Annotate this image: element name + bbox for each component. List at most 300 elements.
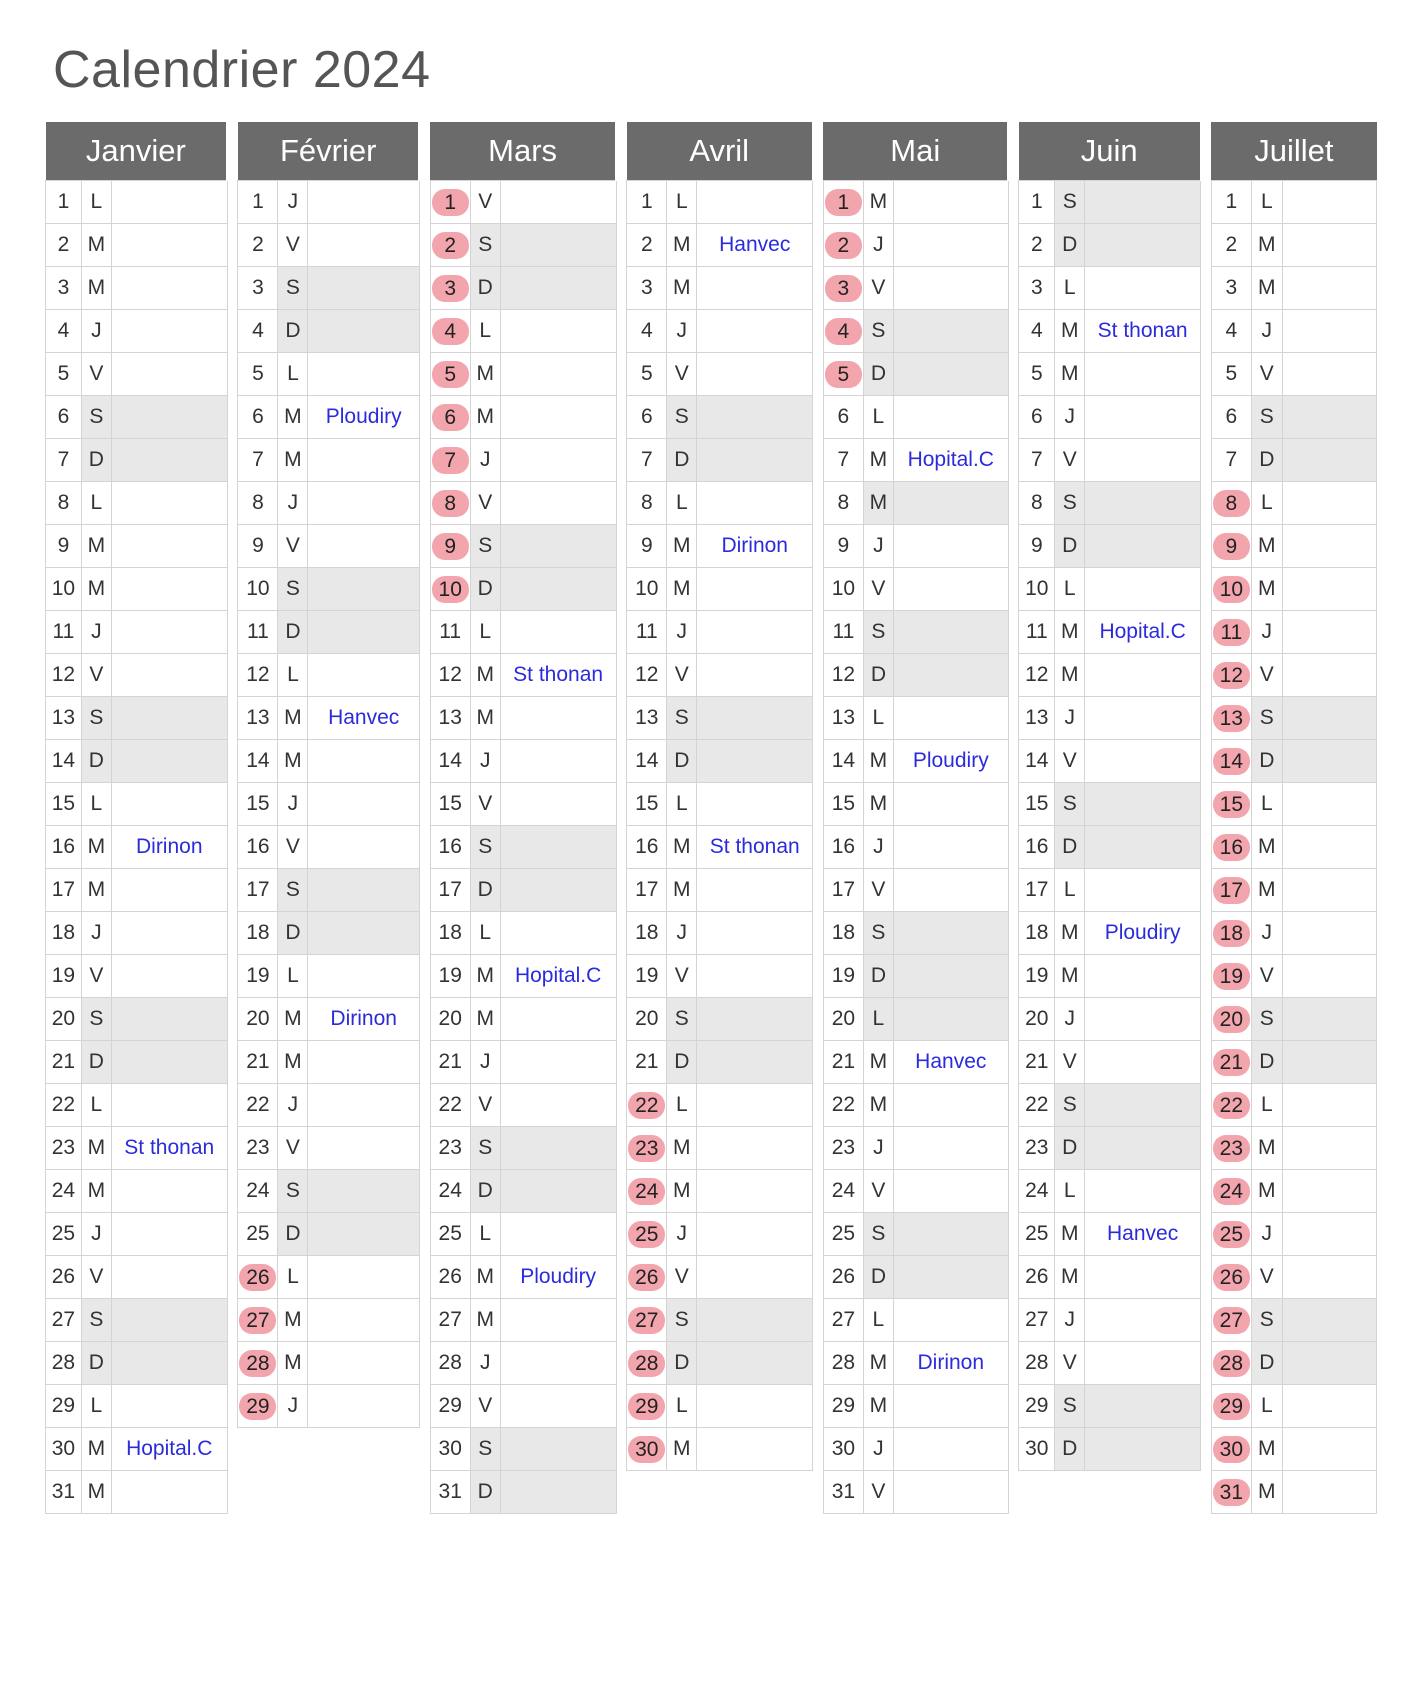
day-event-label[interactable]: St thonan <box>500 654 616 697</box>
day-event-empty[interactable] <box>1282 955 1376 998</box>
month-gap <box>813 1299 824 1342</box>
day-event-empty[interactable] <box>111 998 227 1041</box>
day-event-empty[interactable] <box>893 1084 1008 1127</box>
day-event-empty[interactable] <box>308 1084 420 1127</box>
day-event-empty[interactable] <box>500 783 616 826</box>
day-event-empty[interactable] <box>697 1213 813 1256</box>
month-gap <box>1008 439 1019 482</box>
day-event-empty[interactable] <box>500 1041 616 1084</box>
day-event-empty[interactable] <box>697 1170 813 1213</box>
day-event-empty[interactable] <box>111 525 227 568</box>
day-letter: M <box>278 998 308 1041</box>
day-event-empty[interactable] <box>111 353 227 396</box>
day-event-label[interactable]: Ploudiry <box>500 1256 616 1299</box>
empty-cell <box>238 1428 278 1471</box>
day-event-empty[interactable] <box>1282 439 1376 482</box>
day-event-empty[interactable] <box>111 1385 227 1428</box>
day-event-empty[interactable] <box>308 783 420 826</box>
day-event-empty[interactable] <box>111 869 227 912</box>
day-event-empty[interactable] <box>308 611 420 654</box>
day-event-empty[interactable] <box>1282 310 1376 353</box>
month-gap <box>616 1127 627 1170</box>
day-event-empty[interactable] <box>1085 654 1201 697</box>
day-event-empty[interactable] <box>308 654 420 697</box>
day-highlight-badge: 29 <box>239 1393 276 1420</box>
day-number: 19 <box>46 955 82 998</box>
month-gap <box>813 396 824 439</box>
day-event-empty[interactable] <box>893 396 1008 439</box>
day-event-empty[interactable] <box>111 224 227 267</box>
month-gap <box>1008 912 1019 955</box>
month-gap <box>1008 1213 1019 1256</box>
day-highlight-badge: 12 <box>1213 662 1250 689</box>
day-event-empty[interactable] <box>697 439 813 482</box>
day-event-empty[interactable] <box>111 1170 227 1213</box>
day-event-empty[interactable] <box>893 1385 1008 1428</box>
month-gap <box>1201 1084 1212 1127</box>
empty-cell <box>1055 1471 1085 1514</box>
month-gap <box>1201 1385 1212 1428</box>
day-event-empty[interactable] <box>1282 1041 1376 1084</box>
month-gap <box>616 955 627 998</box>
day-event-empty[interactable] <box>308 267 420 310</box>
day-event-empty[interactable] <box>893 1127 1008 1170</box>
day-event-empty[interactable] <box>111 1471 227 1514</box>
month-gap <box>419 1256 430 1299</box>
day-event-empty[interactable] <box>697 267 813 310</box>
calendar-row <box>46 740 1377 783</box>
day-event-label[interactable]: St thonan <box>111 1127 227 1170</box>
day-event-empty[interactable] <box>893 568 1008 611</box>
day-event-label[interactable]: Dirinon <box>111 826 227 869</box>
day-event-empty[interactable] <box>1085 1385 1201 1428</box>
day-event-empty[interactable] <box>308 482 420 525</box>
day-event-empty[interactable] <box>1282 1471 1376 1514</box>
day-number: 5 <box>1019 353 1055 396</box>
day-event-empty[interactable] <box>1085 740 1201 783</box>
day-event-empty[interactable] <box>111 1041 227 1084</box>
month-gap <box>1201 353 1212 396</box>
month-gap <box>419 482 430 525</box>
day-number <box>627 1256 667 1299</box>
day-event-empty[interactable] <box>1282 1299 1376 1342</box>
month-gap <box>616 1084 627 1127</box>
month-gap <box>1201 1342 1212 1385</box>
day-event-empty[interactable] <box>308 1342 420 1385</box>
day-event-empty[interactable] <box>893 267 1008 310</box>
day-event-empty[interactable] <box>111 955 227 998</box>
day-event-empty[interactable] <box>1085 1127 1201 1170</box>
day-number <box>1211 1428 1251 1471</box>
month-gap <box>227 740 238 783</box>
day-event-empty[interactable] <box>1085 783 1201 826</box>
day-event-label[interactable]: Hanvec <box>1085 1213 1201 1256</box>
day-event-empty[interactable] <box>893 482 1008 525</box>
day-event-empty[interactable] <box>1085 869 1201 912</box>
day-number: 31 <box>823 1471 863 1514</box>
day-event-empty[interactable] <box>500 1299 616 1342</box>
day-event-empty[interactable] <box>1282 525 1376 568</box>
day-number <box>627 1127 667 1170</box>
day-event-empty[interactable] <box>697 1127 813 1170</box>
day-event-empty[interactable] <box>111 740 227 783</box>
day-event-empty[interactable] <box>1085 1084 1201 1127</box>
day-letter: M <box>1055 955 1085 998</box>
month-gap <box>1201 181 1212 224</box>
day-number: 15 <box>46 783 82 826</box>
day-event-empty[interactable] <box>500 740 616 783</box>
day-event-empty[interactable] <box>697 654 813 697</box>
day-event-empty[interactable] <box>1085 439 1201 482</box>
day-event-empty[interactable] <box>697 1041 813 1084</box>
day-event-empty[interactable] <box>500 1385 616 1428</box>
day-event-label[interactable]: Hopital.C <box>500 955 616 998</box>
day-event-empty[interactable] <box>893 869 1008 912</box>
day-letter: D <box>1251 1342 1282 1385</box>
day-event-empty[interactable] <box>500 525 616 568</box>
month-gap <box>616 740 627 783</box>
day-number <box>1211 482 1251 525</box>
day-event-label[interactable]: Hanvec <box>308 697 420 740</box>
day-event-empty[interactable] <box>1282 353 1376 396</box>
day-letter: J <box>278 1084 308 1127</box>
day-letter: V <box>81 654 111 697</box>
day-event-empty[interactable] <box>1085 396 1201 439</box>
day-event-empty[interactable] <box>893 310 1008 353</box>
day-event-empty[interactable] <box>308 353 420 396</box>
day-event-empty[interactable] <box>893 826 1008 869</box>
day-event-empty[interactable] <box>893 697 1008 740</box>
month-gap <box>1008 1428 1019 1471</box>
day-event-empty[interactable] <box>1282 1385 1376 1428</box>
month-gap <box>1201 482 1212 525</box>
day-event-empty[interactable] <box>500 1428 616 1471</box>
day-event-empty[interactable] <box>500 611 616 654</box>
month-gap <box>1201 1299 1212 1342</box>
day-event-empty[interactable] <box>893 1471 1008 1514</box>
day-event-empty[interactable] <box>1282 267 1376 310</box>
day-event-empty[interactable] <box>1085 568 1201 611</box>
day-event-empty[interactable] <box>1282 482 1376 525</box>
day-event-empty[interactable] <box>697 353 813 396</box>
day-letter: L <box>1055 1170 1085 1213</box>
day-event-empty[interactable] <box>111 267 227 310</box>
day-event-empty[interactable] <box>697 1084 813 1127</box>
day-event-empty[interactable] <box>500 912 616 955</box>
day-letter: M <box>667 568 697 611</box>
day-event-empty[interactable] <box>111 783 227 826</box>
day-event-empty[interactable] <box>308 310 420 353</box>
day-event-empty[interactable] <box>893 224 1008 267</box>
day-letter: J <box>863 525 893 568</box>
day-event-empty[interactable] <box>111 912 227 955</box>
day-event-empty[interactable] <box>500 697 616 740</box>
day-event-empty[interactable] <box>111 1213 227 1256</box>
day-event-empty[interactable] <box>893 611 1008 654</box>
day-event-empty[interactable] <box>1085 525 1201 568</box>
day-event-empty[interactable] <box>500 439 616 482</box>
day-event-empty[interactable] <box>1282 1213 1376 1256</box>
day-event-empty[interactable] <box>893 353 1008 396</box>
day-event-empty[interactable] <box>1282 224 1376 267</box>
day-event-empty[interactable] <box>697 1299 813 1342</box>
day-letter: L <box>81 1084 111 1127</box>
day-event-empty[interactable] <box>500 1170 616 1213</box>
day-event-empty[interactable] <box>1085 1342 1201 1385</box>
day-event-empty[interactable] <box>1282 1084 1376 1127</box>
day-event-empty[interactable] <box>500 998 616 1041</box>
month-gap <box>1201 396 1212 439</box>
day-event-empty[interactable] <box>308 869 420 912</box>
day-letter: D <box>863 955 893 998</box>
day-event-empty[interactable] <box>1282 1127 1376 1170</box>
month-header-mai: Mai <box>823 122 1008 181</box>
day-letter: M <box>1251 267 1282 310</box>
day-event-empty[interactable] <box>893 1256 1008 1299</box>
day-number <box>1211 1041 1251 1084</box>
day-event-empty[interactable] <box>500 310 616 353</box>
month-gap <box>227 1084 238 1127</box>
day-event-empty[interactable] <box>111 568 227 611</box>
day-event-empty[interactable] <box>111 1299 227 1342</box>
day-event-empty[interactable] <box>111 1084 227 1127</box>
day-event-label[interactable]: Dirinon <box>893 1342 1008 1385</box>
month-gap <box>227 697 238 740</box>
day-event-empty[interactable] <box>1282 912 1376 955</box>
day-event-empty[interactable] <box>308 1385 420 1428</box>
day-event-empty[interactable] <box>1282 740 1376 783</box>
day-event-empty[interactable] <box>111 310 227 353</box>
month-gap <box>616 1041 627 1084</box>
day-event-empty[interactable] <box>697 869 813 912</box>
day-event-empty[interactable] <box>500 1127 616 1170</box>
day-event-empty[interactable] <box>1085 697 1201 740</box>
day-event-empty[interactable] <box>308 1299 420 1342</box>
day-event-empty[interactable] <box>1282 396 1376 439</box>
day-event-empty[interactable] <box>1282 1428 1376 1471</box>
day-event-empty[interactable] <box>1085 826 1201 869</box>
month-gap <box>813 310 824 353</box>
day-event-empty[interactable] <box>893 998 1008 1041</box>
month-gap <box>813 1170 824 1213</box>
day-event-label[interactable]: St thonan <box>1085 310 1201 353</box>
day-event-empty[interactable] <box>697 783 813 826</box>
day-event-label[interactable]: Hanvec <box>893 1041 1008 1084</box>
month-gap <box>1201 1170 1212 1213</box>
day-letter: V <box>81 353 111 396</box>
day-letter: J <box>81 1213 111 1256</box>
day-event-empty[interactable] <box>1282 1256 1376 1299</box>
day-event-empty[interactable] <box>500 826 616 869</box>
day-number: 21 <box>238 1041 278 1084</box>
day-event-empty[interactable] <box>111 654 227 697</box>
day-event-empty[interactable] <box>308 439 420 482</box>
day-event-empty[interactable] <box>500 869 616 912</box>
day-event-label[interactable]: Hopital.C <box>1085 611 1201 654</box>
day-event-empty[interactable] <box>308 1127 420 1170</box>
day-event-empty[interactable] <box>1282 783 1376 826</box>
day-event-empty[interactable] <box>500 1084 616 1127</box>
day-event-empty[interactable] <box>1085 482 1201 525</box>
month-gap <box>1201 267 1212 310</box>
day-event-empty[interactable] <box>1282 826 1376 869</box>
day-event-empty[interactable] <box>308 568 420 611</box>
day-event-empty[interactable] <box>308 181 420 224</box>
month-gap <box>419 1127 430 1170</box>
day-event-empty[interactable] <box>500 353 616 396</box>
day-event-empty[interactable] <box>500 224 616 267</box>
day-event-empty[interactable] <box>500 482 616 525</box>
day-event-empty[interactable] <box>1085 1256 1201 1299</box>
day-letter: V <box>1251 1256 1282 1299</box>
day-event-empty[interactable] <box>1282 1170 1376 1213</box>
day-event-empty[interactable] <box>111 611 227 654</box>
month-gap <box>1201 654 1212 697</box>
day-event-empty[interactable] <box>500 267 616 310</box>
day-event-empty[interactable] <box>308 1041 420 1084</box>
day-event-label[interactable]: Ploudiry <box>308 396 420 439</box>
day-letter: M <box>863 1041 893 1084</box>
day-event-empty[interactable] <box>500 1213 616 1256</box>
day-event-empty[interactable] <box>1282 869 1376 912</box>
day-event-empty[interactable] <box>1282 654 1376 697</box>
day-event-empty[interactable] <box>308 1213 420 1256</box>
day-event-empty[interactable] <box>1282 998 1376 1041</box>
day-letter: D <box>278 912 308 955</box>
day-letter: S <box>1251 396 1282 439</box>
day-event-empty[interactable] <box>111 439 227 482</box>
month-gap <box>419 1213 430 1256</box>
day-letter: V <box>863 1471 893 1514</box>
day-event-empty[interactable] <box>697 568 813 611</box>
day-event-empty[interactable] <box>1085 181 1201 224</box>
day-event-empty[interactable] <box>1085 224 1201 267</box>
day-event-empty[interactable] <box>893 654 1008 697</box>
day-event-empty[interactable] <box>1085 998 1201 1041</box>
day-event-empty[interactable] <box>308 912 420 955</box>
day-event-empty[interactable] <box>111 697 227 740</box>
day-event-empty[interactable] <box>893 1299 1008 1342</box>
month-gap <box>419 697 430 740</box>
day-event-empty[interactable] <box>1282 697 1376 740</box>
day-highlight-badge: 1 <box>432 189 469 216</box>
day-letter: L <box>278 654 308 697</box>
day-event-empty[interactable] <box>697 697 813 740</box>
day-event-empty[interactable] <box>697 482 813 525</box>
day-event-empty[interactable] <box>697 998 813 1041</box>
day-event-empty[interactable] <box>308 525 420 568</box>
day-event-empty[interactable] <box>500 1471 616 1514</box>
day-highlight-badge: 5 <box>825 361 862 388</box>
day-event-label[interactable]: Ploudiry <box>893 740 1008 783</box>
page-title: Calendrier 2024 <box>53 41 431 99</box>
day-event-empty[interactable] <box>893 912 1008 955</box>
day-event-empty[interactable] <box>308 224 420 267</box>
day-number: 9 <box>1019 525 1055 568</box>
day-event-empty[interactable] <box>1085 1428 1201 1471</box>
day-event-empty[interactable] <box>500 181 616 224</box>
day-number: 18 <box>238 912 278 955</box>
day-event-empty[interactable] <box>697 611 813 654</box>
day-event-label[interactable]: Hanvec <box>697 224 813 267</box>
day-letter: S <box>278 1170 308 1213</box>
day-event-empty[interactable] <box>1085 1170 1201 1213</box>
day-event-empty[interactable] <box>111 482 227 525</box>
day-letter: V <box>863 1170 893 1213</box>
day-event-empty[interactable] <box>697 1342 813 1385</box>
day-event-empty[interactable] <box>1085 353 1201 396</box>
day-event-empty[interactable] <box>1282 568 1376 611</box>
day-event-empty[interactable] <box>308 740 420 783</box>
month-gap <box>419 654 430 697</box>
month-gap <box>1201 1041 1212 1084</box>
day-event-empty[interactable] <box>308 1256 420 1299</box>
day-number <box>627 1299 667 1342</box>
day-event-empty[interactable] <box>111 1342 227 1385</box>
day-number: 17 <box>627 869 667 912</box>
day-event-label[interactable]: Hopital.C <box>111 1428 227 1471</box>
day-event-empty[interactable] <box>500 1342 616 1385</box>
day-event-empty[interactable] <box>893 783 1008 826</box>
calendar-row <box>46 783 1377 826</box>
day-event-empty[interactable] <box>893 181 1008 224</box>
day-event-empty[interactable] <box>111 1256 227 1299</box>
day-letter: M <box>81 1428 111 1471</box>
day-letter: J <box>278 482 308 525</box>
day-event-empty[interactable] <box>1282 1342 1376 1385</box>
day-letter: M <box>470 1256 500 1299</box>
day-event-empty[interactable] <box>111 396 227 439</box>
day-event-label[interactable]: Hopital.C <box>893 439 1008 482</box>
day-event-empty[interactable] <box>1085 1041 1201 1084</box>
day-event-empty[interactable] <box>893 1170 1008 1213</box>
day-event-label[interactable]: Ploudiry <box>1085 912 1201 955</box>
day-number: 21 <box>627 1041 667 1084</box>
day-event-empty[interactable] <box>893 955 1008 998</box>
day-event-empty[interactable] <box>1282 181 1376 224</box>
day-event-empty[interactable] <box>500 568 616 611</box>
day-event-empty[interactable] <box>893 525 1008 568</box>
day-event-empty[interactable] <box>697 912 813 955</box>
day-event-empty[interactable] <box>111 181 227 224</box>
day-event-empty[interactable] <box>308 826 420 869</box>
day-letter: M <box>863 1084 893 1127</box>
day-event-label[interactable]: Dirinon <box>697 525 813 568</box>
day-number: 18 <box>823 912 863 955</box>
day-event-label[interactable]: Dirinon <box>308 998 420 1041</box>
day-event-empty[interactable] <box>697 955 813 998</box>
day-event-empty[interactable] <box>697 181 813 224</box>
month-gap <box>227 353 238 396</box>
day-event-empty[interactable] <box>697 1256 813 1299</box>
day-event-empty[interactable] <box>697 396 813 439</box>
day-event-empty[interactable] <box>697 310 813 353</box>
day-event-empty[interactable] <box>1085 955 1201 998</box>
day-event-empty[interactable] <box>1085 267 1201 310</box>
day-event-empty[interactable] <box>697 740 813 783</box>
day-event-empty[interactable] <box>308 955 420 998</box>
day-event-empty[interactable] <box>1085 1299 1201 1342</box>
day-event-empty[interactable] <box>697 1385 813 1428</box>
day-event-empty[interactable] <box>697 1428 813 1471</box>
day-event-empty[interactable] <box>1282 611 1376 654</box>
day-event-label[interactable]: St thonan <box>697 826 813 869</box>
day-event-empty[interactable] <box>500 396 616 439</box>
day-event-empty[interactable] <box>893 1428 1008 1471</box>
day-event-empty[interactable] <box>893 1213 1008 1256</box>
day-letter: S <box>470 826 500 869</box>
day-event-empty[interactable] <box>308 1170 420 1213</box>
